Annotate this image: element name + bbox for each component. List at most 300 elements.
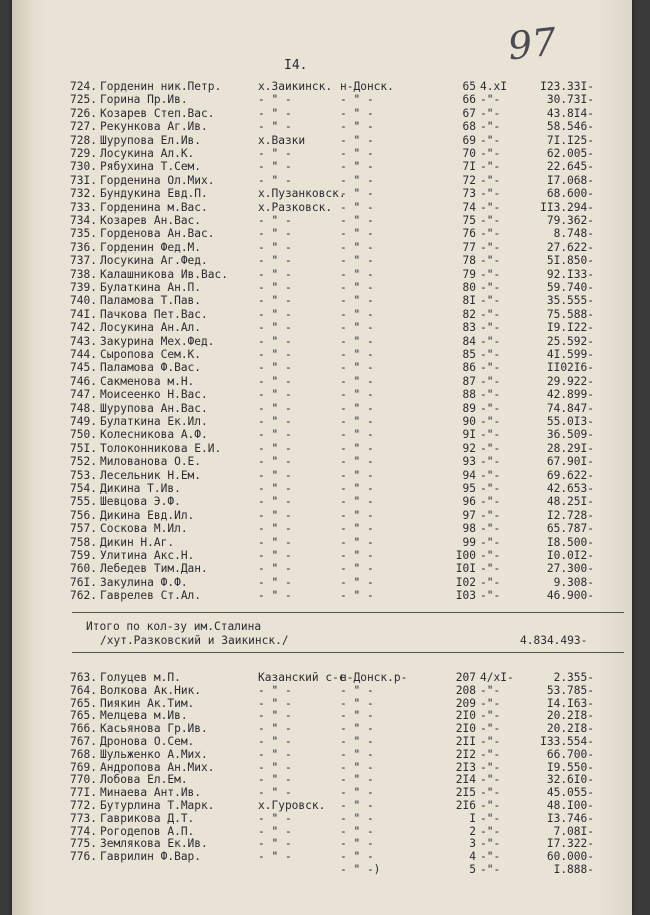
cell-place: - " -: [258, 455, 292, 469]
cell-amount: 27.300-: [546, 562, 594, 576]
cell-num: 743.: [70, 334, 97, 348]
cell-num: 753.: [70, 468, 97, 482]
cell-num: 735.: [70, 227, 97, 241]
ledger-row: [12, 549, 632, 563]
cell-amount: 68.600-: [546, 187, 594, 201]
cell-amount: I2.728-: [546, 508, 594, 522]
cell-name: Горина Пр.Ив.: [100, 93, 188, 107]
cell-date: -"-: [480, 562, 501, 576]
cell-name: Лебедев Тим.Дан.: [100, 562, 208, 576]
cell-no: 74: [462, 200, 476, 214]
cell-amount: I9.I22-: [546, 321, 594, 335]
cell-place: х.Разковск.: [258, 200, 333, 214]
cell-date: -"-: [480, 495, 501, 509]
cell-name: Булаткина Ек.Ил.: [100, 415, 208, 428]
cell-name: Мелцева м.Ив.: [100, 709, 188, 723]
cell-date: -"-: [480, 522, 501, 536]
cell-amount: I4.I63-: [546, 696, 594, 710]
ledger-row: [12, 482, 632, 496]
cell-name: Бундукина Евд.П.: [100, 187, 208, 201]
cell-council: - " -: [340, 214, 374, 227]
cell-no: 209: [455, 696, 476, 710]
cell-name: Горденова Ан.Вас.: [100, 227, 215, 241]
ledger-row: [12, 241, 632, 255]
cell-amount: I33.554-: [540, 735, 594, 748]
cell-place: - " -: [258, 589, 292, 603]
cell-date: -"-: [480, 811, 501, 825]
cell-council: - " -: [340, 267, 374, 281]
cell-council: - " -: [340, 850, 374, 864]
ledger-row: [12, 375, 632, 389]
cell-date: -"-: [480, 307, 501, 321]
cell-council: - " -: [340, 773, 374, 787]
cell-council: - " -: [340, 683, 374, 697]
ledger-row: [12, 509, 632, 523]
total-sublabel: /хут.Разковский и Заикинск./: [100, 634, 289, 647]
cell-name: Милованова О.Е.: [100, 455, 202, 469]
cell-place: - " -: [258, 535, 292, 549]
cell-place: - " -: [258, 415, 292, 428]
cell-date: -"-: [480, 187, 501, 201]
cell-name: Лосукина Ан.Ал.: [100, 321, 202, 335]
cell-amount: I9.550-: [546, 760, 594, 774]
ledger-row: [12, 469, 632, 483]
cell-no: 77: [462, 240, 476, 254]
cell-no: 2I0: [455, 722, 476, 736]
cell-place: - " -: [258, 811, 292, 825]
cell-num: 775.: [70, 837, 97, 851]
cell-amount: 53.785-: [546, 683, 594, 697]
cell-council: - " -: [340, 106, 374, 120]
cell-name: Лосукина Ал.К.: [100, 147, 195, 160]
cell-place: - " -: [258, 495, 292, 509]
cell-num: 77I.: [70, 786, 97, 800]
cell-num: 756.: [70, 508, 97, 522]
ledger-row: [12, 348, 632, 362]
cell-place: - " -: [258, 321, 292, 335]
ledger-row: [12, 134, 632, 148]
ledger-row: [12, 187, 632, 201]
cell-name: Козарев Ан.Вас.: [100, 214, 202, 227]
cell-name: Калашникова Ив.Вас.: [100, 267, 228, 281]
cell-amount: 55.0I3-: [546, 415, 594, 428]
ledger-row: [12, 254, 632, 268]
cell-date: -"-: [480, 200, 501, 214]
cell-council: - " -: [340, 811, 374, 825]
cell-name: Закулина Ф.Ф.: [100, 575, 188, 589]
cell-date: 4/хI-: [480, 671, 514, 684]
cell-no: 8I: [462, 294, 476, 308]
total-divider-top: [72, 612, 624, 613]
cell-council: - " -: [340, 747, 374, 761]
handwritten-sheet-number: 97: [505, 19, 559, 69]
cell-name: Горденина м.Вас.: [100, 200, 208, 214]
cell-place: х.Заикинск.: [258, 80, 333, 93]
cell-date: -"-: [480, 106, 501, 120]
cell-num: 725.: [70, 93, 97, 107]
cell-num: 765.: [70, 696, 97, 710]
cell-no: I0I: [455, 562, 476, 576]
cell-amount: 62.005-: [546, 147, 594, 160]
cell-name: Рекункова Аг.Ив.: [100, 120, 208, 134]
cell-date: -"-: [480, 850, 501, 864]
cell-name: Сыропова Сем.К.: [100, 348, 202, 361]
cell-num: 727.: [70, 120, 97, 134]
cell-num: 765.: [70, 709, 97, 723]
cell-place: - " -: [258, 254, 292, 268]
cell-place: - " -: [258, 735, 292, 748]
cell-council: - " -: [340, 281, 374, 294]
cell-num: 73I.: [70, 173, 97, 187]
cell-date: -"-: [480, 735, 501, 748]
cell-num: 747.: [70, 388, 97, 402]
cell-place: - " -: [258, 147, 292, 160]
ledger-row: [12, 174, 632, 188]
cell-date: -"-: [480, 747, 501, 761]
cell-council: - " -: [340, 120, 374, 134]
cell-date: -"-: [480, 133, 501, 147]
cell-date: -"-: [480, 214, 501, 227]
cell-num: 767.: [70, 735, 97, 748]
cell-date: -"-: [480, 863, 501, 876]
cell-date: -"-: [480, 388, 501, 402]
cell-place: - " -: [258, 348, 292, 361]
ledger-row: [12, 402, 632, 416]
cell-no: 68: [462, 120, 476, 134]
cell-no: 97: [462, 508, 476, 522]
cell-name: Паламова Ф.Вас.: [100, 361, 202, 375]
cell-name: Гаврилин Ф.Вар.: [100, 850, 202, 864]
cell-num: 768.: [70, 747, 97, 761]
cell-num: 754.: [70, 482, 97, 495]
cell-date: -"-: [480, 535, 501, 549]
cell-place: - " -: [258, 850, 292, 864]
ledger-row: [12, 428, 632, 442]
cell-council: - " -: [340, 799, 374, 812]
cell-place: - " -: [258, 696, 292, 710]
cell-council: - " -: [340, 254, 374, 268]
cell-no: 2I6: [455, 799, 476, 812]
cell-amount: 67.90I-: [546, 455, 594, 469]
cell-amount: 28.29I-: [546, 441, 594, 455]
cell-council: - " -: [340, 321, 374, 335]
cell-no: I02: [455, 575, 476, 589]
cell-amount: 42.899-: [546, 388, 594, 402]
cell-council: - " -: [340, 361, 374, 375]
cell-no: 2I5: [455, 786, 476, 800]
cell-num: 769.: [70, 760, 97, 774]
ledger-row: [12, 214, 632, 228]
ledger-row: [12, 388, 632, 402]
cell-date: -"-: [480, 455, 501, 469]
cell-date: -"-: [480, 120, 501, 134]
cell-no: 72: [462, 173, 476, 187]
cell-amount: 46.900-: [546, 589, 594, 603]
cell-council: - " -: [340, 441, 374, 455]
cell-amount: 36.509-: [546, 428, 594, 442]
cell-no: 83: [462, 321, 476, 335]
ledger-row: [12, 107, 632, 121]
cell-no: 2: [469, 824, 476, 838]
cell-num: 752.: [70, 455, 97, 469]
cell-name: Рябухина Т.Сем.: [100, 160, 202, 174]
cell-place: - " -: [258, 307, 292, 321]
cell-name: Шурупова Ел.Ив.: [100, 133, 202, 147]
cell-council: - " -: [340, 455, 374, 469]
cell-num: 750.: [70, 428, 97, 442]
cell-date: -"-: [480, 441, 501, 455]
cell-no: 90: [462, 415, 476, 428]
cell-num: 749.: [70, 415, 97, 428]
cell-amount: 75.588-: [546, 307, 594, 321]
cell-num: 724.: [70, 80, 97, 93]
cell-name: Гаврикова Д.Т.: [100, 811, 195, 825]
cell-council: - " -: [340, 428, 374, 442]
cell-num: 770.: [70, 773, 97, 787]
cell-amount: 48.I00-: [546, 799, 594, 812]
cell-name: Улитина Акс.Н.: [100, 549, 195, 562]
cell-date: -"-: [480, 267, 501, 281]
cell-council: - " -: [340, 696, 374, 710]
cell-amount: 8.748-: [553, 227, 594, 241]
cell-date: -"-: [480, 334, 501, 348]
cell-amount: 79.362-: [546, 214, 594, 227]
cell-amount: 58.546-: [546, 120, 594, 134]
cell-no: 69: [462, 133, 476, 147]
cell-council: - " -: [340, 824, 374, 838]
ledger-row: [12, 80, 632, 94]
ledger-row: [12, 576, 632, 590]
cell-no: 2I4: [455, 773, 476, 787]
cell-date: -"-: [480, 374, 501, 388]
cell-place: - " -: [258, 294, 292, 308]
cell-name: Лосукина Аг.Фед.: [100, 254, 208, 268]
cell-date: -"-: [480, 589, 501, 603]
cell-council: - " -: [340, 468, 374, 482]
ledger-row: [12, 335, 632, 349]
cell-name: Пиякин Ак.Тим.: [100, 696, 195, 710]
cell-amount: 9.308-: [553, 575, 594, 589]
cell-amount: 25.592-: [546, 334, 594, 348]
cell-place: Казанский с-с: [258, 671, 346, 684]
cell-name: Колесникова А.Ф.: [100, 428, 208, 442]
total-divider-bottom: [72, 652, 624, 653]
cell-date: -"-: [480, 281, 501, 294]
ledger-row: [12, 361, 632, 375]
cell-num: 772.: [70, 799, 97, 812]
cell-place: - " -: [258, 401, 292, 415]
ledger-row: [12, 147, 632, 161]
cell-no: 79: [462, 267, 476, 281]
cell-council: - " -: [340, 535, 374, 549]
cell-name: Андропова Ан.Мих.: [100, 760, 215, 774]
cell-no: I00: [455, 549, 476, 562]
ledger-row: [12, 415, 632, 429]
cell-date: -"-: [480, 361, 501, 375]
cell-place: - " -: [258, 760, 292, 774]
cell-place: - " -: [258, 441, 292, 455]
ledger-row: [12, 536, 632, 550]
cell-num: 729.: [70, 147, 97, 160]
cell-no: 85: [462, 348, 476, 361]
cell-amount: 7I.I25-: [546, 133, 594, 147]
cell-date: -"-: [480, 824, 501, 838]
cell-date: -"-: [480, 428, 501, 442]
cell-no: 65: [462, 80, 476, 93]
cell-num: 746.: [70, 374, 97, 388]
cell-council: - " -: [340, 307, 374, 321]
cell-name: Лобова Ел.Ем.: [100, 773, 188, 787]
cell-date: -"-: [480, 837, 501, 851]
cell-place: - " -: [258, 549, 292, 562]
cell-name: Сакменова м.Н.: [100, 374, 195, 388]
cell-name: Шевцова Э.Ф.: [100, 495, 181, 509]
cell-place: - " -: [258, 160, 292, 174]
ledger-row: [12, 522, 632, 536]
cell-no: 207: [455, 671, 476, 684]
cell-num: 773.: [70, 811, 97, 825]
cell-amount: 45.055-: [546, 786, 594, 800]
cell-amount: 60.000-: [546, 850, 594, 864]
ledger-row: [12, 120, 632, 134]
cell-council: - " -: [340, 589, 374, 603]
cell-num: 776.: [70, 850, 97, 864]
cell-council: - " -: [340, 735, 374, 748]
cell-name: Горденина Ол.Мих.: [100, 173, 215, 187]
cell-place: - " -: [258, 709, 292, 723]
cell-num: 762.: [70, 589, 97, 603]
cell-no: 87: [462, 374, 476, 388]
cell-name: Лесельник Н.Ем.: [100, 468, 202, 482]
cell-amount: 92.I33-: [546, 267, 594, 281]
cell-name: Горденин ник.Петр.: [100, 80, 222, 93]
cell-name: Горденин Фед.М.: [100, 240, 202, 254]
cell-place: - " -: [258, 267, 292, 281]
cell-amount: 7.08I-: [553, 824, 594, 838]
cell-place: - " -: [258, 786, 292, 800]
cell-amount: 20.2I8-: [546, 709, 594, 723]
cell-place: - " -: [258, 388, 292, 402]
cell-name: Моисеенко Н.Вас.: [100, 388, 208, 402]
cell-date: -"-: [480, 227, 501, 241]
cell-date: -"-: [480, 760, 501, 774]
cell-date: -"-: [480, 773, 501, 787]
cell-amount: 35.555-: [546, 294, 594, 308]
cell-council: - " -: [340, 760, 374, 774]
cell-council: - " -: [340, 147, 374, 160]
cell-name: Гаврелев Ст.Ал.: [100, 589, 202, 603]
cell-amount: I7.068-: [546, 173, 594, 187]
cell-place: - " -: [258, 562, 292, 576]
cell-num: 758.: [70, 535, 97, 549]
cell-no: 2I3: [455, 760, 476, 774]
cell-num: 766.: [70, 722, 97, 736]
cell-council: - " -: [340, 348, 374, 361]
cell-num: 738.: [70, 267, 97, 281]
cell-place: - " -: [258, 334, 292, 348]
cell-council: н-Донск.р-: [340, 671, 408, 684]
ledger-row: [12, 562, 632, 576]
cell-no: 92: [462, 441, 476, 455]
cell-no: 82: [462, 307, 476, 321]
cell-no: 88: [462, 388, 476, 402]
cell-num: 757.: [70, 522, 97, 536]
cell-place: - " -: [258, 281, 292, 294]
cell-date: -"-: [480, 549, 501, 562]
cell-place: х.Пузанковск.: [258, 187, 346, 201]
cell-amount: 29.922-: [546, 374, 594, 388]
cell-council: - " -: [340, 722, 374, 736]
cell-date: -"-: [480, 709, 501, 723]
cell-num: 730.: [70, 160, 97, 174]
cell-place: - " -: [258, 747, 292, 761]
cell-no: 94: [462, 468, 476, 482]
cell-amount: I0.0I2-: [546, 549, 594, 562]
cell-place: - " -: [258, 227, 292, 241]
cell-name: Дикина Евд.Ил.: [100, 508, 195, 522]
cell-date: -"-: [480, 93, 501, 107]
cell-council: - " -: [340, 374, 374, 388]
cell-name: Минаева Ант.Ив.: [100, 786, 202, 800]
cell-date: -"-: [480, 786, 501, 800]
ledger-row: [12, 160, 632, 174]
cell-name: Дронова О.Сем.: [100, 735, 195, 748]
cell-place: - " -: [258, 428, 292, 442]
cell-num: 760.: [70, 562, 97, 576]
cell-name: Рогодепов А.П.: [100, 824, 195, 838]
cell-name: Шульженко А.Мих.: [100, 747, 208, 761]
cell-council: - " -: [340, 93, 374, 107]
cell-date: -"-: [480, 575, 501, 589]
cell-no: 95: [462, 482, 476, 495]
cell-amount: 59.740-: [546, 281, 594, 294]
cell-num: 726.: [70, 106, 97, 120]
cell-no: 66: [462, 93, 476, 107]
cell-council: - " -): [340, 863, 381, 876]
cell-place: - " -: [258, 240, 292, 254]
cell-council: - " -: [340, 334, 374, 348]
cell-num: 744.: [70, 348, 97, 361]
document-page: [12, 0, 632, 915]
cell-name: Дикин Н.Аг.: [100, 535, 175, 549]
cell-num: 732.: [70, 187, 97, 201]
cell-num: 75I.: [70, 441, 97, 455]
cell-council: - " -: [340, 495, 374, 509]
cell-num: 755.: [70, 495, 97, 509]
cell-no: 2I0: [455, 709, 476, 723]
cell-date: -"-: [480, 799, 501, 812]
cell-name: Соскова М.Ил.: [100, 522, 188, 536]
cell-council: - " -: [340, 401, 374, 415]
cell-num: 759.: [70, 549, 97, 562]
cell-amount: I7.322-: [546, 837, 594, 851]
cell-date: -"-: [480, 294, 501, 308]
cell-council: - " -: [340, 575, 374, 589]
cell-no: 73: [462, 187, 476, 201]
cell-no: 70: [462, 147, 476, 160]
cell-no: 96: [462, 495, 476, 509]
cell-place: - " -: [258, 508, 292, 522]
cell-no: 80: [462, 281, 476, 294]
cell-place: х.Гуровск.: [258, 799, 326, 812]
cell-council: - " -: [340, 294, 374, 308]
ledger-row: [12, 495, 632, 509]
ledger-row: [12, 294, 632, 308]
cell-amount: 42.653-: [546, 482, 594, 495]
ledger-row: [12, 281, 632, 295]
cell-no: 3: [469, 837, 476, 851]
cell-amount: II3.294-: [540, 200, 594, 214]
